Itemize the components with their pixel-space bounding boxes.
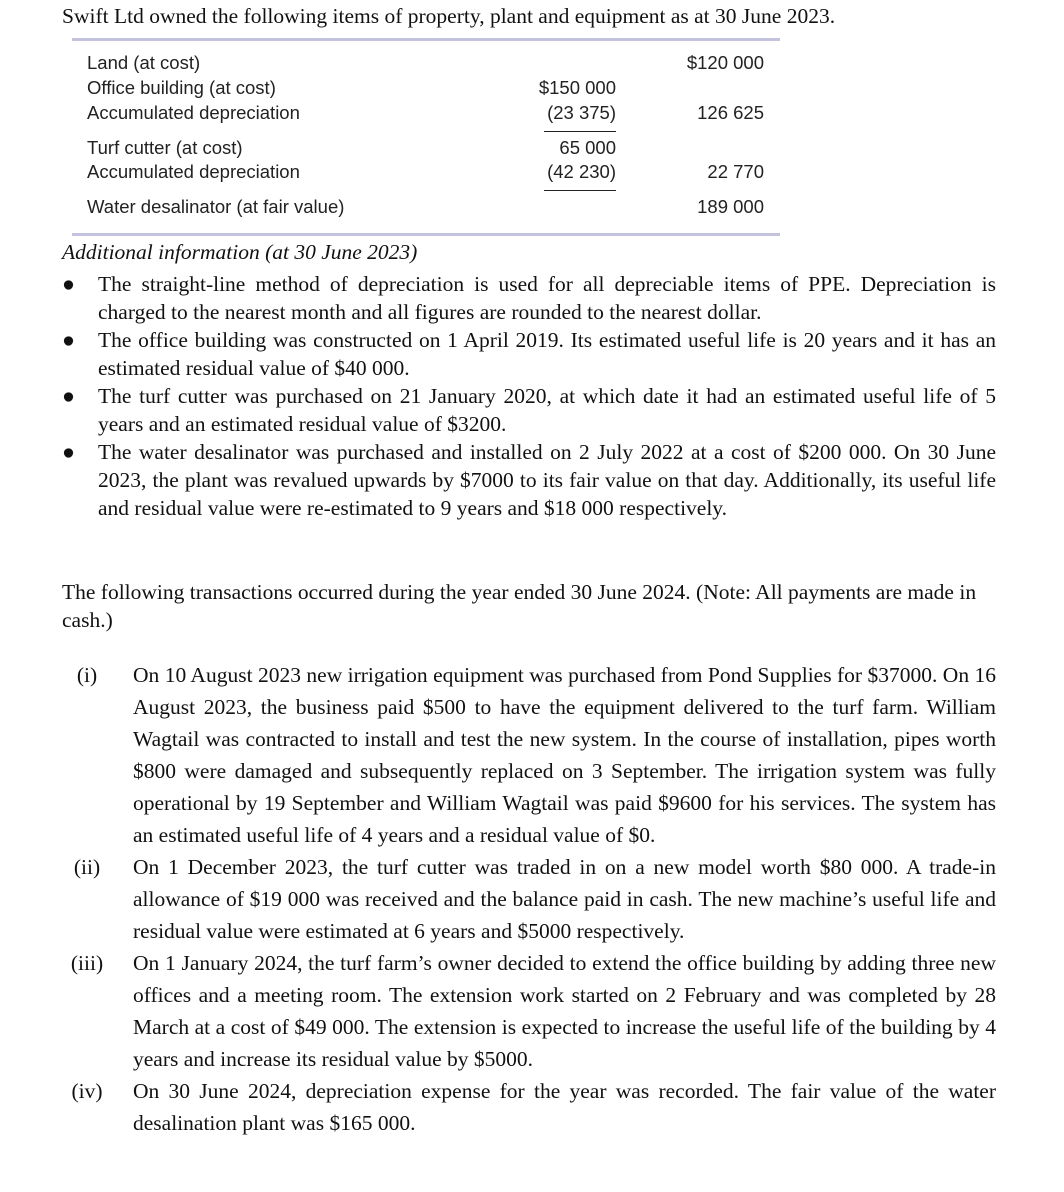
bullet-icon: ● bbox=[62, 440, 75, 464]
item-number: (i) bbox=[76, 663, 98, 687]
row-carrying: $120 000 bbox=[686, 52, 764, 73]
table-row bbox=[87, 161, 764, 185]
transactions-intro: The following transactions occurred during the year ended 30 June 2024. (Note: All payments are made in cash.) bbox=[62, 580, 977, 632]
transaction-item bbox=[62, 1075, 996, 1139]
row-label: Office building (at cost) bbox=[87, 77, 276, 98]
additional-info-heading: Additional information (at 30 June 2023) bbox=[62, 240, 418, 264]
item-number: (ii) bbox=[73, 855, 101, 879]
bullet-text: The office building was constructed on 1 April 2019. Its estimated useful life is 20 years and it has an estimated residual value of $40 000. bbox=[98, 328, 996, 380]
table-row bbox=[87, 102, 764, 126]
item-text: On 30 June 2024, depreciation expense for the year was recorded. The fair value of the water desalination plant was $165 000. bbox=[133, 1079, 996, 1135]
item-text: On 1 December 2023, the turf cutter was traded in on a new model worth $80 000. A trade-in allowance of $19 000 was received and the balance paid in cash. The new machine’s useful life and residual value were estimated at 6 years and $5000 respectively. bbox=[133, 855, 996, 943]
bullet-icon: ● bbox=[62, 272, 75, 296]
row-cost: (23 375) bbox=[547, 102, 616, 123]
row-label: Land (at cost) bbox=[87, 52, 201, 73]
row-label: Accumulated depreciation bbox=[87, 161, 300, 182]
list-item bbox=[62, 270, 996, 326]
ppe-table bbox=[72, 38, 780, 236]
intro-text: Swift Ltd owned the following items of property, plant and equipment as at 30 June 2023. bbox=[62, 4, 836, 28]
list-item bbox=[62, 326, 996, 382]
table-row bbox=[87, 137, 764, 161]
transaction-item bbox=[62, 947, 996, 1075]
additional-info-list bbox=[62, 270, 996, 522]
item-text: On 10 August 2023 new irrigation equipment was purchased from Pond Supplies for $37000. On 16 August 2023, the business paid $500 to have the equipment delivered to the turf farm. William Wagtail was contracted to install and test the new system. In the course of installation, pipes worth $800 were damaged and subsequently replaced on 3 September. The irrigation system was fully operational by 19 September and William Wagtail was paid $9600 for his services. The system has an estimated useful life of 4 years and a residual value of $0. bbox=[133, 663, 996, 847]
list-item bbox=[62, 382, 996, 438]
transaction-item bbox=[62, 851, 996, 947]
bullet-text: The straight-line method of depreciation is used for all depreciable items of PPE. Depreciation is charged to the nearest month and all figures are rounded to the nearest dollar. bbox=[98, 272, 996, 324]
table-row bbox=[87, 196, 764, 220]
transaction-item bbox=[62, 659, 996, 851]
item-number: (iii) bbox=[70, 951, 104, 975]
row-cost: $150 000 bbox=[538, 77, 616, 98]
bullet-icon: ● bbox=[62, 328, 75, 352]
subtotal-rule bbox=[544, 190, 616, 191]
list-item bbox=[62, 438, 996, 522]
row-label: Water desalinator (at fair value) bbox=[87, 196, 345, 217]
row-carrying: 126 625 bbox=[697, 102, 764, 123]
row-carrying: 189 000 bbox=[697, 196, 764, 217]
subtotal-rule bbox=[544, 131, 616, 132]
row-label: Accumulated depreciation bbox=[87, 102, 300, 123]
transactions-list bbox=[62, 659, 996, 1139]
bullet-text: The water desalinator was purchased and installed on 2 July 2022 at a cost of $200 000. On 30 June 2023, the plant was revalued upwards by $7000 to its fair value on that day. Additionally, its useful life and residual value were re-estimated to 9 years and $18 000 respectively. bbox=[98, 440, 996, 520]
row-cost: 65 000 bbox=[559, 137, 616, 158]
row-carrying: 22 770 bbox=[707, 161, 764, 182]
row-label: Turf cutter (at cost) bbox=[87, 137, 243, 158]
item-text: On 1 January 2024, the turf farm’s owner decided to extend the office building by adding three new offices and a meeting room. The extension work started on 2 February and was completed by 28 March at a cost of $49 000. The extension is expected to increase the useful life of the building by 4 years and increase its residual value by $5000. bbox=[133, 951, 996, 1071]
row-cost: (42 230) bbox=[547, 161, 616, 182]
table-row bbox=[87, 52, 764, 76]
bullet-text: The turf cutter was purchased on 21 January 2020, at which date it had an estimated useful life of 5 years and an estimated residual value of $3200. bbox=[98, 384, 996, 436]
bullet-icon: ● bbox=[62, 384, 75, 408]
item-number: (iv) bbox=[71, 1079, 103, 1103]
table-row bbox=[87, 77, 764, 101]
